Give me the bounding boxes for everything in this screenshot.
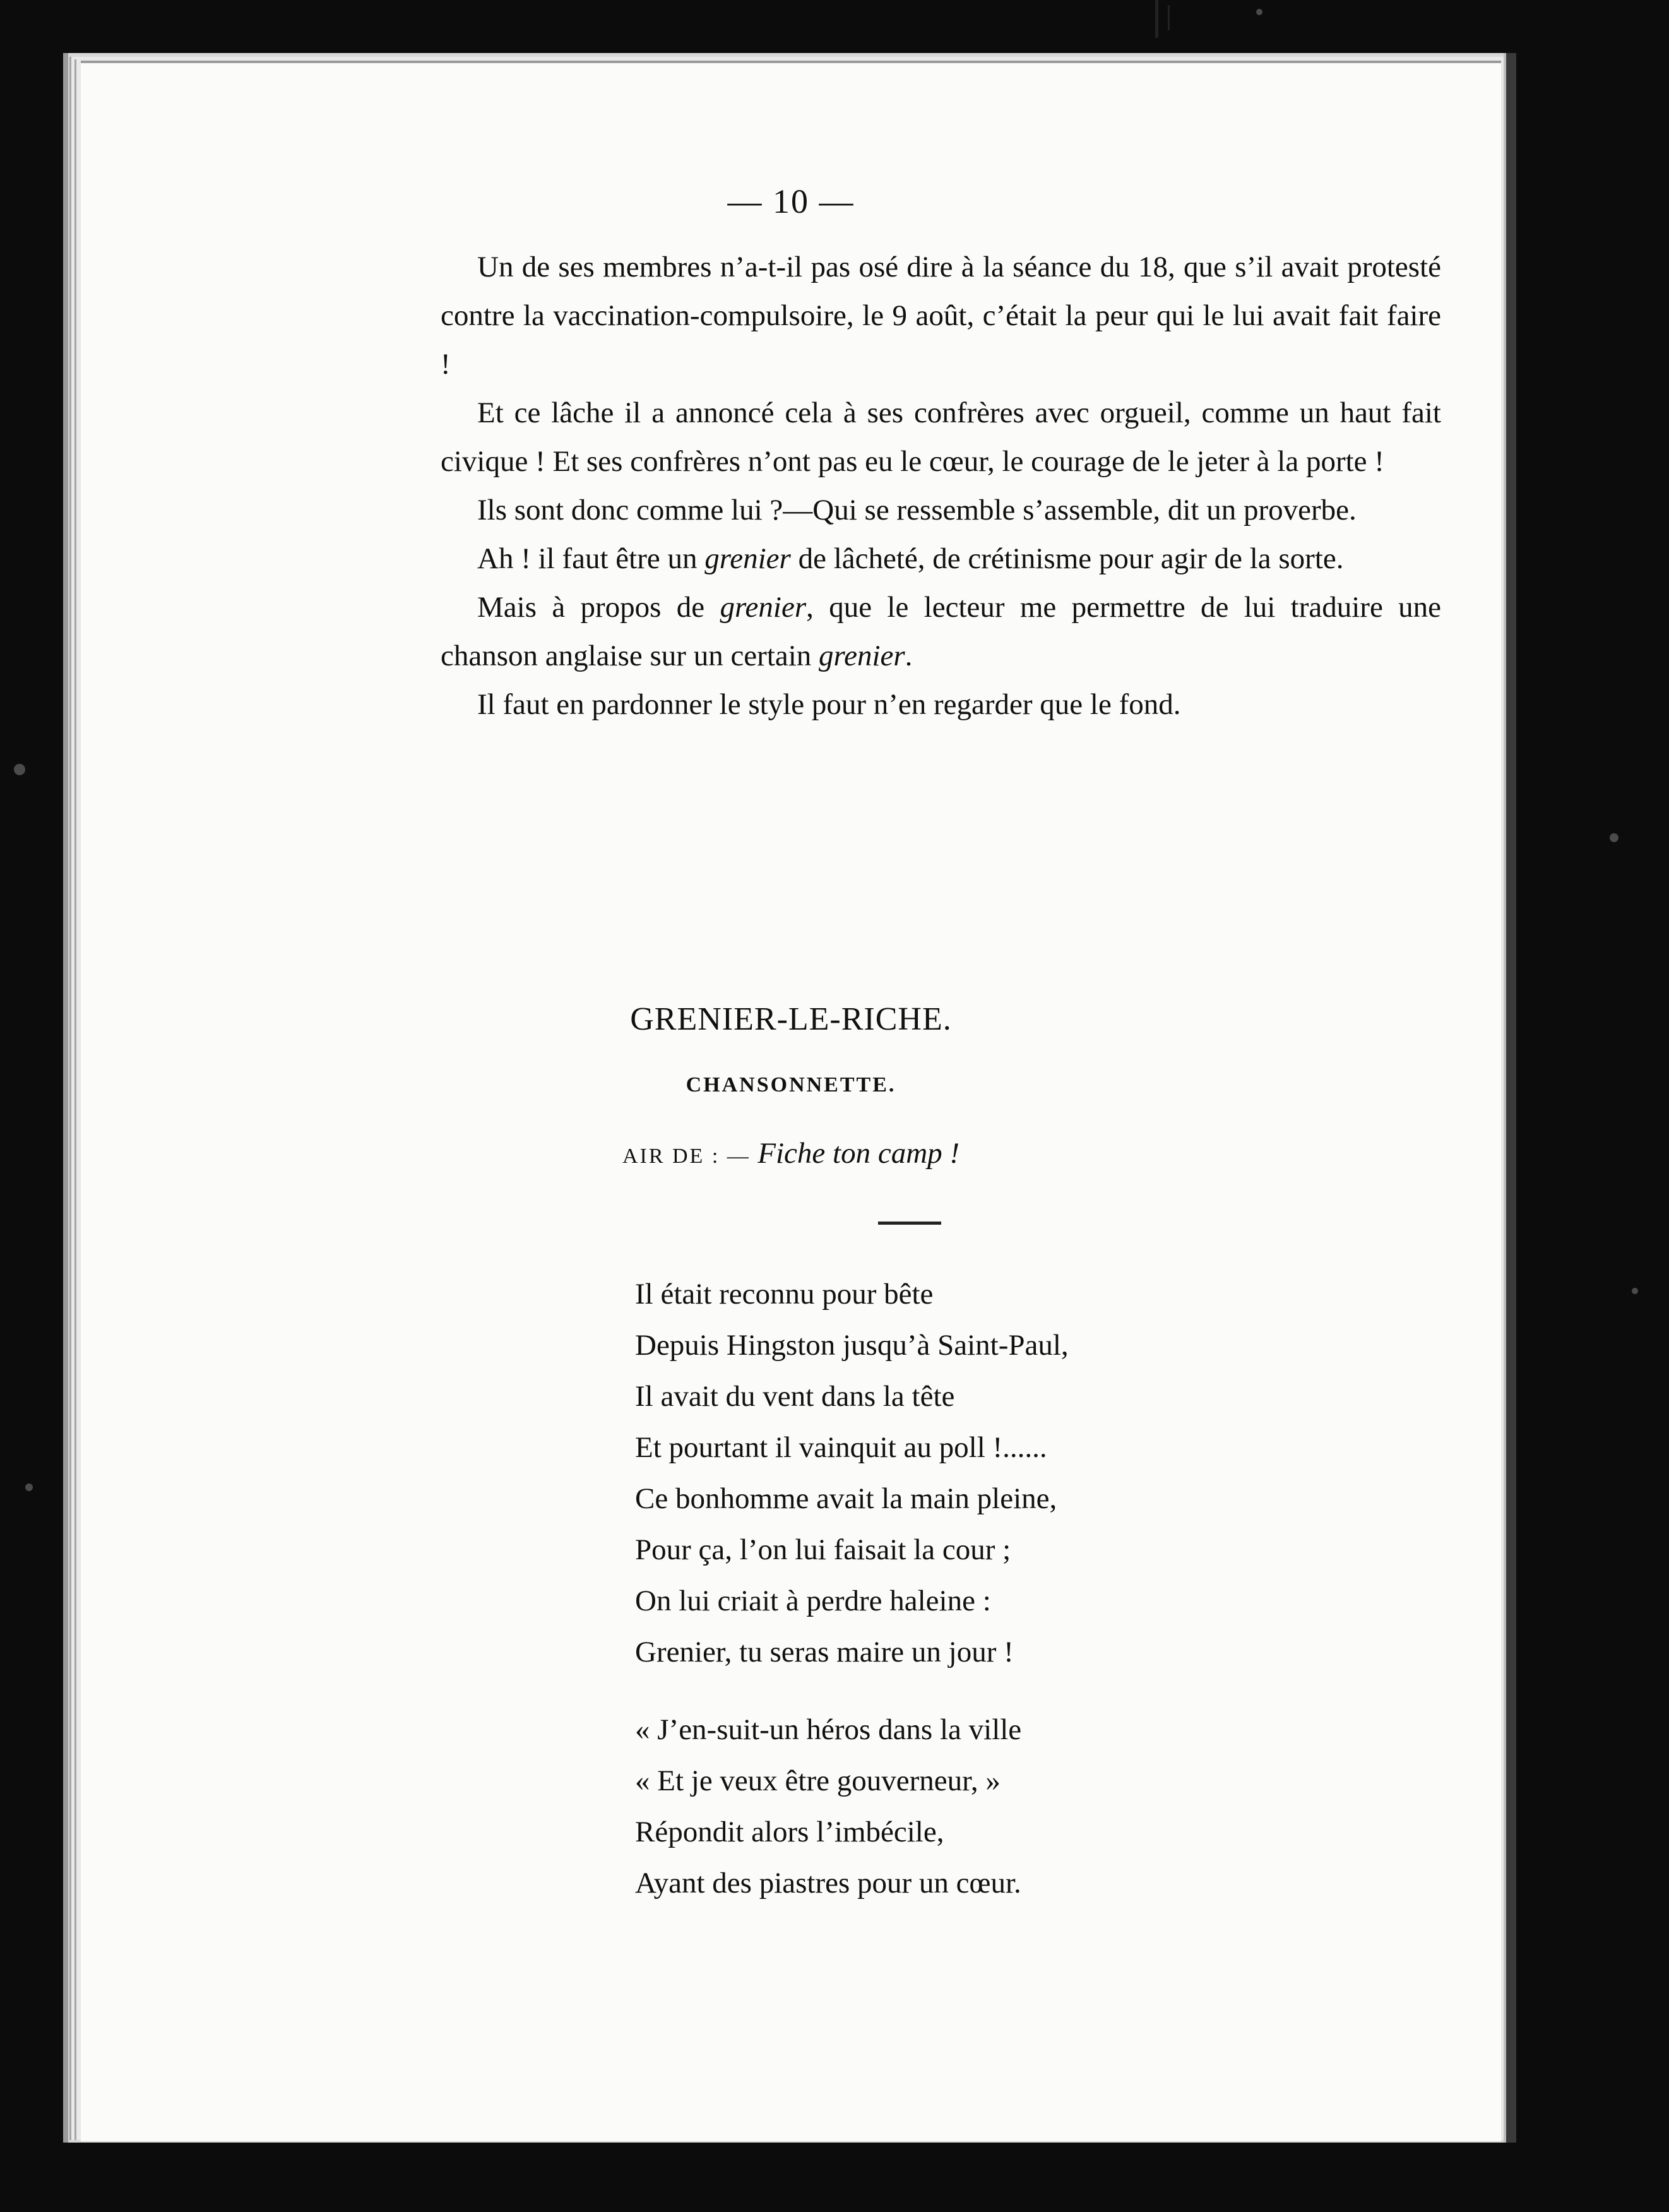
air-prefix: AIR DE : — bbox=[622, 1145, 758, 1168]
text-run: Et ce lâche il a annoncé cela à ses confrères avec orgueil, comme un haut fait civique ! Et ses confrères n’ont pas eu le cœur, le courage de le jeter à la porte ! bbox=[441, 396, 1441, 478]
paragraph bbox=[441, 681, 1441, 729]
verse-line: « Et je veux être gouverneur, » bbox=[635, 1764, 1001, 1797]
text-run: Ah ! il faut être un bbox=[477, 542, 705, 575]
paragraph bbox=[441, 486, 1441, 535]
verse-line: Depuis Hingston jusqu’à Saint-Paul, bbox=[635, 1329, 1069, 1362]
backdrop-speck bbox=[1632, 1288, 1638, 1294]
song-title: GRENIER-LE-RICHE. bbox=[630, 1001, 952, 1037]
stanza bbox=[635, 1704, 1021, 1909]
verse-line: Répondit alors l’imbécile, bbox=[635, 1816, 944, 1848]
paragraph bbox=[441, 583, 1441, 681]
verse-line: Ayant des piastres pour un cœur. bbox=[635, 1867, 1021, 1900]
italic-word: grenier bbox=[720, 591, 807, 624]
book-spine-edge bbox=[1504, 53, 1516, 2143]
paragraph bbox=[441, 389, 1441, 486]
song-subtitle: CHANSONNETTE. bbox=[686, 1073, 896, 1097]
text-run: Il faut en pardonner le style pour n’en regarder que le fond. bbox=[477, 688, 1181, 721]
text-run: Ils sont donc comme lui ?—Qui se ressemble s’assemble, dit un proverbe. bbox=[477, 494, 1357, 526]
scan-mark bbox=[1155, 0, 1158, 38]
text-run: Mais à propos de bbox=[477, 591, 720, 624]
backdrop-speck bbox=[14, 764, 25, 775]
song-air-line bbox=[81, 1136, 1501, 1170]
italic-word: grenier bbox=[819, 639, 905, 672]
paragraph bbox=[441, 243, 1441, 389]
verse-line: Et pourtant il vainquit au poll !...... bbox=[635, 1431, 1047, 1464]
verse-line: Il avait du vent dans la tête bbox=[635, 1380, 955, 1413]
page-number: — 10 — bbox=[727, 182, 855, 220]
verse-line: Ce bonhomme avait la main pleine, bbox=[635, 1482, 1057, 1515]
verse-line: On lui criait à perdre haleine : bbox=[635, 1585, 991, 1617]
verse-line: « J’en-suit-un héros dans la ville bbox=[635, 1713, 1022, 1746]
italic-word: grenier bbox=[704, 542, 791, 575]
backdrop-speck bbox=[25, 1484, 33, 1491]
scan-mark bbox=[1168, 5, 1170, 30]
text-run: Un de ses membres n’a-t-il pas osé dire à la séance du 18, que s’il avait protesté contre la vaccination-compulsoire, le 9 août, c’était la peur qui le lui avait fait faire ! bbox=[441, 251, 1441, 381]
book-page bbox=[81, 61, 1501, 2141]
text-run: . bbox=[905, 639, 913, 672]
stanza bbox=[635, 1269, 1069, 1678]
text-run: , que le lecteur me permettre de lui traduire une chanson anglaise sur un certain bbox=[441, 591, 1441, 672]
paragraph bbox=[441, 535, 1441, 583]
air-name: Fiche ton camp ! bbox=[757, 1137, 960, 1170]
verse-line: Il était reconnu pour bête bbox=[635, 1278, 934, 1311]
backdrop-speck bbox=[1256, 9, 1262, 15]
section-rule bbox=[878, 1222, 941, 1225]
backdrop-speck bbox=[1610, 833, 1619, 842]
text-run: de lâcheté, de crétinisme pour agir de la sorte. bbox=[790, 542, 1344, 575]
body-text bbox=[441, 243, 1441, 729]
verse-line: Pour ça, l’on lui faisait la cour ; bbox=[635, 1533, 1011, 1566]
verse-line: Grenier, tu seras maire un jour ! bbox=[635, 1636, 1014, 1668]
